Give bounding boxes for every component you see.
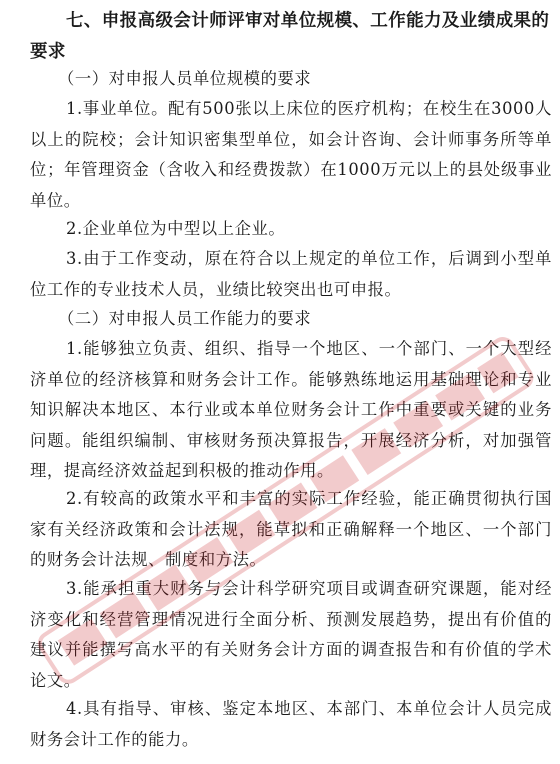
paragraph-2-3: 3.能承担重大财务与会计科学研究项目或调查研究课题，能对经济变化和经营管理情况进行全面分析、预测发展趋势，提出有价值的建议并能撰写高水平的有关财务会计方面的调查报告和有价值的学术论文。 [30, 579, 552, 690]
paragraph-2-4: 4.具有指导、审核、鉴定本地区、本部门、本单位会计人员完成财务会计工作的能力。 [30, 699, 552, 749]
section-heading: 七、申报高级会计师评审对单位规模、工作能力及业绩成果的要求 [30, 11, 550, 62]
subsection-title-ability: （二）对申报人员工作能力的要求 [58, 309, 312, 328]
subsection-title-scale: （一）对申报人员单位规模的要求 [58, 69, 312, 88]
paragraph-2-1: 1.能够独立负责、组织、指导一个地区、一个部门、一个大型经济单位的经济核算和财务会计工作。能够熟练地运用基础理论和专业知识解决本地区、本行业或本单位财务会计工作中重要或关键的业务问题。能组织编制、审核财务预决算报告，开展经济分析，对加强管理，提高经济效益起到积极的推动作用。 [30, 339, 552, 480]
paragraph-1-3: 3.由于工作变动，原在符合以上规定的单位工作，后调到小型单位工作的专业技术人员，业绩比较突出也可申报。 [30, 249, 552, 299]
paragraph-1-1: 1.事业单位。配有500张以上床位的医疗机构；在校生在3000人以上的院校；会计知识密集型单位，如会计咨询、会计师事务所等单位；年管理资金（含收入和经费拨款）在1000万元以上的县处级事业单位。 [30, 99, 552, 210]
paragraph-2-2: 2.有较高的政策水平和丰富的实际工作经验，能正确贯彻执行国家有关经济政策和会计法规，能草拟和正确解释一个地区、一个部门的财务会计法规、制度和方法。 [30, 489, 552, 569]
paragraph-1-2: 2.企业单位为中型以上企业。 [66, 219, 286, 238]
